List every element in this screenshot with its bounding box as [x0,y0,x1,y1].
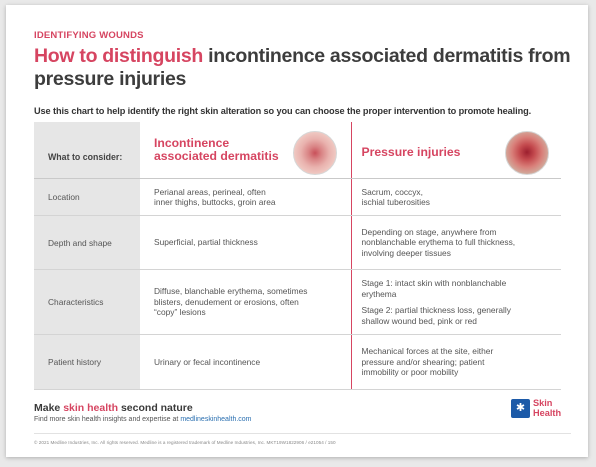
intro-text: Use this chart to help identify the right skin alteration so you can choose the proper intervention to promote healing. [34,106,532,116]
column-title-pressure-injuries: Pressure injuries [361,145,461,159]
document-page [6,5,588,457]
row-label: Characteristics [34,270,140,335]
column-header-iad [154,122,343,178]
column-header-pressure-injuries [362,122,554,178]
brand-wordmark: Skin Health [533,398,562,418]
pressure-injury-cell: Mechanical forces at the site, either pressure and/or shearing; patient immobility or poor mobility [351,335,561,390]
comparison-table [34,122,561,390]
corner-label: What to consider: [34,122,140,179]
table-header-row [34,122,561,179]
iad-wound-photo [293,131,337,175]
pressure-injury-wound-photo [505,131,549,175]
pressure-injury-cell: Stage 1: intact skin with nonblanchable erythema Stage 2: partial thickness loss, generally shallow wound bed, pink or red [351,270,561,335]
table-row [34,216,561,270]
table-row [34,179,561,216]
medline-star-icon: ✱ [511,399,530,418]
footer-tagline: Make skin health second nature [34,402,193,414]
iad-cell: Urinary or fecal incontinence [140,335,351,390]
skin-health-logo [511,398,571,422]
legal-text: © 2021 Medline Industries, Inc. All rights reserved. Medline is a registered trademark of Medline Industries, Inc. MKT19W1822906 / e21054 / 150 [34,440,336,445]
title-rest: incontinence associated dermatitis from pressure injuries [34,45,571,90]
website-link[interactable]: medlineskinhealth.com [180,416,252,423]
footer-subtext: Find more skin health insights and expertise at medlineskinhealth.com [34,416,252,423]
iad-cell: Diffuse, blanchable erythema, sometimes blisters, denudement or erosions, often “copy” lesions [140,270,351,335]
table-row [34,335,561,390]
iad-cell: Perianal areas, perineal, often inner thighs, buttocks, groin area [140,179,351,216]
footer-divider [34,433,571,434]
iad-cell: Superficial, partial thickness [140,216,351,270]
row-label: Patient history [34,335,140,390]
table-row [34,270,561,335]
pressure-injury-cell: Sacrum, coccyx, ischial tuberosities [351,179,561,216]
row-label: Depth and shape [34,216,140,270]
pressure-injury-cell: Depending on stage, anywhere from nonblanchable erythema to full thickness, involving deeper tissues [351,216,561,270]
section-kicker: IDENTIFYING WOUNDS [34,30,144,41]
title-highlight: How to distinguish [34,45,203,67]
column-title-iad: Incontinence associated dermatitis [154,136,279,163]
row-label: Location [34,179,140,216]
page-title [34,45,574,91]
